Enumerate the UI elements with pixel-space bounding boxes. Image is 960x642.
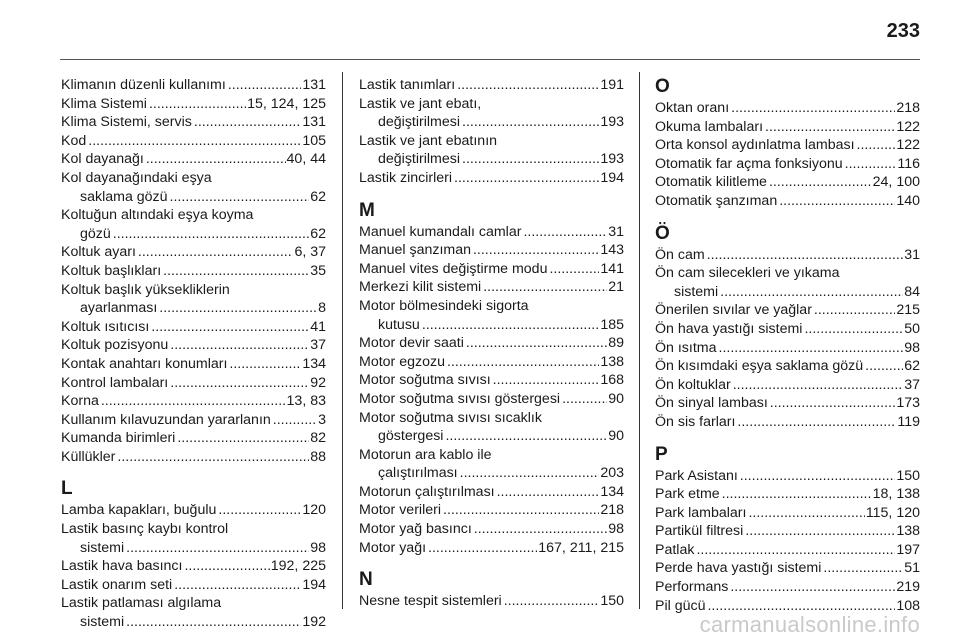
index-entry-text: değiştirilmesi xyxy=(378,151,460,168)
index-entry xyxy=(61,132,326,151)
dot-leader xyxy=(770,394,896,413)
index-entry-pages: 35 xyxy=(310,262,326,279)
index-entry-text: Koltuk başlıkları xyxy=(61,262,162,279)
dot-leader xyxy=(159,299,317,318)
index-entry-text: sistemi xyxy=(674,283,719,300)
index-entry-pages: 108 xyxy=(896,597,920,614)
index-entry xyxy=(655,394,920,413)
dot-leader xyxy=(149,95,246,114)
index-entry xyxy=(61,243,326,262)
index-entry-text: Lastik ve jant ebatı, xyxy=(359,95,482,112)
index-entry-text: göstergesi xyxy=(378,428,444,445)
index-entry-text: Motor yağ basıncı xyxy=(359,521,472,538)
dot-leader xyxy=(101,392,286,411)
index-entry-pages: 90 xyxy=(608,390,624,407)
index-entry-text: gözü xyxy=(80,225,111,242)
index-entry xyxy=(655,192,920,211)
index-entry-text: Manuel şanzıman xyxy=(359,242,471,259)
dot-leader xyxy=(422,316,600,335)
index-entry-pages: 84 xyxy=(904,283,920,300)
index-entry-pages: 62 xyxy=(310,188,326,205)
index-entry-text: Motor devir saati xyxy=(359,335,464,352)
dot-leader xyxy=(696,541,895,560)
index-entry-text: Motor yağı xyxy=(359,539,427,556)
index-entry-pages: 82 xyxy=(310,430,326,447)
index-entry-text: Klima Sistemi xyxy=(61,95,147,112)
index-entry-text: Otomatik far açma fonksiyonu xyxy=(655,155,843,172)
dot-leader xyxy=(163,262,309,281)
index-entry-text: Lastik ve jant ebatının xyxy=(359,132,498,149)
index-entry-text: Kod xyxy=(61,132,87,149)
index-entry-pages: 194 xyxy=(600,169,624,186)
index-entry-text: Ön cam silecekleri ve yıkama xyxy=(655,265,840,282)
index-letter-heading: O xyxy=(655,76,670,97)
index-entry xyxy=(61,429,326,448)
index-entry-pages: 215 xyxy=(896,302,920,319)
index-entry-pages: 37 xyxy=(310,337,326,354)
index-entry xyxy=(61,594,326,631)
dot-leader xyxy=(88,132,301,151)
index-letter-heading: L xyxy=(61,478,73,500)
dot-leader xyxy=(523,223,607,242)
index-entry-pages: 134 xyxy=(302,355,326,372)
index-entry xyxy=(655,376,920,395)
dot-leader xyxy=(194,113,301,132)
dot-leader xyxy=(138,243,294,262)
index-entry-text: Lastik zincirleri xyxy=(359,169,453,186)
index-entry-pages: 192, 225 xyxy=(270,558,326,575)
index-entry-pages: 122 xyxy=(896,118,920,135)
index-entry-pages: 88 xyxy=(310,448,326,465)
dot-leader xyxy=(722,485,872,504)
index-entry-pages: 98 xyxy=(904,339,920,356)
dot-leader xyxy=(865,357,903,376)
dot-leader xyxy=(445,427,607,446)
index-entry-text: Lastik onarım seti xyxy=(61,576,173,593)
index-entry-text: Motorun çalıştırılması xyxy=(359,483,495,500)
index-entry-text: Kullanım kılavuzundan yararlanın xyxy=(61,411,271,428)
index-entry-text: Ön hava yastığı sistemi xyxy=(655,320,803,337)
index-entry-text: Ön sis farları xyxy=(655,413,736,430)
index-entry xyxy=(61,392,326,411)
index-entry xyxy=(655,339,920,358)
index-entry xyxy=(61,355,326,374)
index-entry-text: Kontak anahtarı konumları xyxy=(61,355,228,372)
dot-leader xyxy=(454,169,599,188)
index-entry-text: Motor verileri xyxy=(359,502,441,519)
index-entry-pages: 219 xyxy=(896,579,920,596)
index-letter-heading: N xyxy=(359,569,373,591)
index-entry-pages: 173 xyxy=(896,395,920,412)
index-entry xyxy=(359,501,624,520)
index-entry-pages: 98 xyxy=(608,521,624,538)
index-entry-pages: 15, 124, 125 xyxy=(247,95,326,112)
index-entry-text: saklama gözü xyxy=(80,188,168,205)
index-entry xyxy=(61,318,326,337)
index-entry-text: sistemi xyxy=(80,539,125,556)
index-entry-text: Motorun ara kablo ile xyxy=(359,446,492,463)
dot-leader xyxy=(765,118,895,137)
index-entry-text: Klimanın düzenli kullanımı xyxy=(61,77,226,93)
index-entry xyxy=(61,95,326,114)
index-entry xyxy=(359,409,624,446)
dot-leader xyxy=(474,520,607,539)
index-entry-pages: 37 xyxy=(904,376,920,393)
index-entry xyxy=(655,155,920,174)
index-column-3 xyxy=(655,76,920,615)
dot-leader xyxy=(228,76,302,95)
dot-leader xyxy=(177,429,309,448)
dot-leader xyxy=(466,334,607,353)
index-entry-text: Ön cam xyxy=(655,246,705,263)
index-entry-pages: 122 xyxy=(896,137,920,154)
index-entry xyxy=(655,357,920,376)
index-entry xyxy=(655,559,920,578)
index-entry-text: değiştirilmesi xyxy=(378,114,460,131)
index-entry-text: Park etme xyxy=(655,486,720,503)
index-entry-text: Motor soğutma sıvısı göstergesi xyxy=(359,390,561,407)
index-entry-text: Lastik basınç kaybı kontrol xyxy=(61,521,229,538)
index-entry-text: Manuel vites değiştirme modu xyxy=(359,260,548,277)
index-entry xyxy=(359,169,624,188)
dot-leader xyxy=(562,390,607,409)
index-entry-pages: 140 xyxy=(896,192,920,209)
dot-leader xyxy=(730,578,895,597)
dot-leader xyxy=(804,320,903,339)
index-entry-pages: 194 xyxy=(302,576,326,593)
index-entry xyxy=(61,576,326,595)
index-entry-pages: 143 xyxy=(600,242,624,259)
index-entry xyxy=(359,334,624,353)
index-entry-text: Ön kısımdaki eşya saklama gözü xyxy=(655,358,864,375)
index-entry-text: Otomatik kilitleme xyxy=(655,174,767,191)
dot-leader xyxy=(493,371,600,390)
dot-leader xyxy=(447,353,599,372)
index-entry-text: Koltuk ayarı xyxy=(61,244,136,261)
index-entry-text: Kol dayanağı xyxy=(61,151,144,168)
index-entry xyxy=(61,206,326,243)
dot-leader xyxy=(457,76,599,95)
index-entry-text: Kol dayanağındaki eşya xyxy=(61,169,212,186)
dot-leader xyxy=(462,113,599,132)
index-entry xyxy=(655,504,920,523)
index-entry-text: Koltuk başlık yüksekliklerin xyxy=(61,281,230,298)
index-entry-pages: 197 xyxy=(896,541,920,558)
index-entry xyxy=(359,278,624,297)
index-entry-text: çalıştırılması xyxy=(378,465,458,482)
index-entry xyxy=(655,522,920,541)
index-entry-pages: 115, 120 xyxy=(865,504,920,521)
index-entry-pages: 218 xyxy=(600,502,624,519)
index-entry-text: Kumanda birimleri xyxy=(61,430,176,447)
index-entry-pages: 193 xyxy=(600,151,624,168)
index-letter-heading: P xyxy=(655,443,668,465)
index-entry-text: Pil gücü xyxy=(655,597,706,614)
index-entry xyxy=(655,118,920,137)
column-divider xyxy=(639,72,640,609)
dot-leader xyxy=(745,522,895,541)
dot-leader xyxy=(218,501,301,520)
index-entry xyxy=(61,520,326,557)
index-entry-pages: 98 xyxy=(310,539,326,556)
index-entry-text: Performans xyxy=(655,579,729,596)
watermark-text: carmanualsonline.info xyxy=(699,612,920,637)
index-entry-pages: 31 xyxy=(608,223,624,240)
index-entry-pages: 191 xyxy=(600,77,624,93)
index-entry-pages: 185 xyxy=(600,316,624,333)
index-entry-pages: 193 xyxy=(600,114,624,131)
index-entry-text: Küllükler xyxy=(61,448,116,465)
dot-leader xyxy=(769,173,872,192)
index-entry-text: Ön sinyal lambası xyxy=(655,395,768,412)
index-entry xyxy=(61,281,326,318)
index-letter-heading: M xyxy=(359,199,375,221)
index-entry-text: kutusu xyxy=(378,316,420,333)
index-entry-pages: 105 xyxy=(302,132,326,149)
index-entry-pages: 119 xyxy=(897,413,920,430)
index-entry-pages: 116 xyxy=(897,155,920,172)
index-entry xyxy=(655,541,920,560)
index-entry-pages: 62 xyxy=(904,358,920,375)
index-entry-pages: 192 xyxy=(302,614,326,631)
dot-leader xyxy=(460,464,600,483)
dot-leader xyxy=(126,539,309,558)
index-entry xyxy=(655,485,920,504)
header-rule xyxy=(60,59,920,60)
dot-leader xyxy=(845,155,897,174)
index-entry-text: Koltuk pozisyonu xyxy=(61,337,169,354)
index-letter-heading: Ö xyxy=(655,222,670,244)
index-entry-pages: 8 xyxy=(318,300,326,317)
index-entry-text: Oktan oranı xyxy=(655,100,730,116)
index-entry-text: Manuel kumandalı camlar xyxy=(359,223,522,240)
index-entry-pages: 150 xyxy=(600,593,624,610)
index-entry-text: Otomatik şanzıman xyxy=(655,192,778,209)
index-entry-text: Patlak xyxy=(655,541,695,558)
index-entry xyxy=(655,578,920,597)
index-entry-text: Merkezi kilit sistemi xyxy=(359,279,482,296)
index-entry-pages: 168 xyxy=(600,372,624,389)
index-entry xyxy=(655,99,920,118)
index-entry xyxy=(61,262,326,281)
index-entry-pages: 120 xyxy=(302,502,326,519)
index-entry-text: Kontrol lambaları xyxy=(61,374,169,391)
index-entry-pages: 138 xyxy=(896,523,920,540)
dot-leader xyxy=(504,592,600,611)
index-entry-pages: 62 xyxy=(310,225,326,242)
index-entry xyxy=(655,264,920,301)
index-entry-pages: 203 xyxy=(600,465,624,482)
index-entry-text: Nesne tespit sistemleri xyxy=(359,593,502,610)
dot-leader xyxy=(823,559,903,578)
index-entry-pages: 134 xyxy=(600,483,624,500)
dot-leader xyxy=(549,260,599,279)
index-entry xyxy=(359,390,624,409)
dot-leader xyxy=(857,136,896,155)
index-entry-text: Orta konsol aydınlatma lambası xyxy=(655,137,855,154)
dot-leader xyxy=(719,339,904,358)
index-entry xyxy=(61,501,326,520)
index-entry xyxy=(359,223,624,242)
index-entry-pages: 21 xyxy=(608,279,624,296)
index-column-2 xyxy=(359,76,624,611)
index-entry-text: Klima Sistemi, servis xyxy=(61,114,192,131)
dot-leader xyxy=(733,376,904,395)
index-entry-pages: 24, 100 xyxy=(872,174,920,191)
dot-leader xyxy=(443,501,599,520)
dot-leader xyxy=(737,413,896,432)
index-entry-pages: 31 xyxy=(904,246,920,263)
index-entry xyxy=(359,371,624,390)
index-entry-text: Motor egzozu xyxy=(359,353,445,370)
index-entry xyxy=(61,150,326,169)
index-entry-pages: 6, 37 xyxy=(294,244,326,261)
index-entry-text: ayarlanması xyxy=(80,300,158,317)
index-entry-pages: 138 xyxy=(600,353,624,370)
index-entry-text: sistemi xyxy=(80,614,125,631)
index-entry xyxy=(655,173,920,192)
index-entry-pages: 3 xyxy=(318,411,326,428)
index-entry xyxy=(359,539,624,558)
dot-leader xyxy=(428,539,537,558)
index-entry-pages: 89 xyxy=(608,335,624,352)
index-entry xyxy=(61,76,326,95)
index-entry-text: Koltuğun altındaki eşya koyma xyxy=(61,207,254,224)
index-entry-text: Ön koltuklar xyxy=(655,376,731,393)
index-entry xyxy=(359,297,624,334)
index-entry xyxy=(359,353,624,372)
dot-leader xyxy=(170,188,310,207)
index-entry-text: Korna xyxy=(61,393,99,410)
index-entry xyxy=(61,448,326,467)
index-entry-pages: 167, 211, 215 xyxy=(538,539,624,556)
dot-leader xyxy=(707,246,904,265)
index-entry xyxy=(359,241,624,260)
index-entry xyxy=(655,246,920,265)
index-entry-pages: 141 xyxy=(600,260,624,277)
index-entry-pages: 218 xyxy=(896,100,920,116)
dot-leader xyxy=(126,613,301,632)
index-entry-pages: 90 xyxy=(608,428,624,445)
column-divider xyxy=(342,72,343,609)
index-entry-text: Motor soğutma sıvısı sıcaklık xyxy=(359,409,542,426)
index-entry xyxy=(655,467,920,486)
index-entry-pages: 41 xyxy=(310,318,326,335)
page-number: 233 xyxy=(886,20,920,42)
index-entry xyxy=(359,76,624,95)
index-entry-pages: 150 xyxy=(896,467,920,484)
index-entry xyxy=(61,336,326,355)
index-entry-pages: 40, 44 xyxy=(286,151,326,168)
index-entry-text: Park Asistanı xyxy=(655,467,738,484)
index-entry-text: Ön ısıtma xyxy=(655,339,717,356)
dot-leader xyxy=(462,150,599,169)
index-entry xyxy=(359,260,624,279)
index-entry xyxy=(359,592,624,611)
index-entry xyxy=(61,411,326,430)
dot-leader xyxy=(731,99,895,118)
index-entry xyxy=(655,413,920,432)
index-entry xyxy=(655,136,920,155)
dot-leader xyxy=(748,504,864,523)
dot-leader xyxy=(113,225,309,244)
dot-leader xyxy=(740,467,896,486)
dot-leader xyxy=(170,374,309,393)
dot-leader xyxy=(146,150,286,169)
index-entry xyxy=(61,113,326,132)
dot-leader xyxy=(779,192,895,211)
index-entry-pages: 131 xyxy=(302,77,326,93)
index-entry xyxy=(359,446,624,483)
index-entry xyxy=(359,95,624,132)
index-column-1 xyxy=(61,76,326,632)
dot-leader xyxy=(170,336,309,355)
index-entry-pages: 50 xyxy=(904,320,920,337)
index-entry-pages: 18, 138 xyxy=(872,486,920,503)
dot-leader xyxy=(497,483,600,502)
index-entry xyxy=(61,557,326,576)
dot-leader xyxy=(483,278,607,297)
index-entry-pages: 131 xyxy=(302,114,326,131)
index-entry xyxy=(359,132,624,169)
dot-leader xyxy=(174,576,301,595)
index-entry-pages: 92 xyxy=(310,374,326,391)
index-entry xyxy=(655,320,920,339)
index-entry-text: Koltuk ısıtıcısı xyxy=(61,318,150,335)
dot-leader xyxy=(720,283,903,302)
index-entry-text: Lastik tanımları xyxy=(359,77,456,93)
index-entry-text: Lastik hava basıncı xyxy=(61,558,183,575)
dot-leader xyxy=(117,448,309,467)
dot-leader xyxy=(814,301,895,320)
dot-leader xyxy=(273,411,317,430)
index-entry xyxy=(655,301,920,320)
index-entry xyxy=(359,520,624,539)
index-entry-text: Perde hava yastığı sistemi xyxy=(655,560,822,577)
index-entry xyxy=(359,483,624,502)
index-entry-text: Motor soğutma sıvısı xyxy=(359,372,491,389)
index-entry-text: Önerilen sıvılar ve yağlar xyxy=(655,302,812,319)
index-entry-text: Partikül filtresi xyxy=(655,523,744,540)
index-entry-pages: 51 xyxy=(904,560,920,577)
dot-leader xyxy=(151,318,309,337)
index-entry-text: Park lambaları xyxy=(655,504,747,521)
dot-leader xyxy=(473,241,599,260)
index-entry xyxy=(61,169,326,206)
index-entry-text: Lamba kapakları, buğulu xyxy=(61,502,217,519)
index-entry xyxy=(61,374,326,393)
dot-leader xyxy=(229,355,301,374)
index-entry-text: Lastik patlaması algılama xyxy=(61,595,222,612)
index-entry-text: Motor bölmesindeki sigorta xyxy=(359,297,529,314)
index-entry-text: Okuma lambaları xyxy=(655,118,764,135)
index-entry-pages: 13, 83 xyxy=(286,393,326,410)
dot-leader xyxy=(184,557,269,576)
